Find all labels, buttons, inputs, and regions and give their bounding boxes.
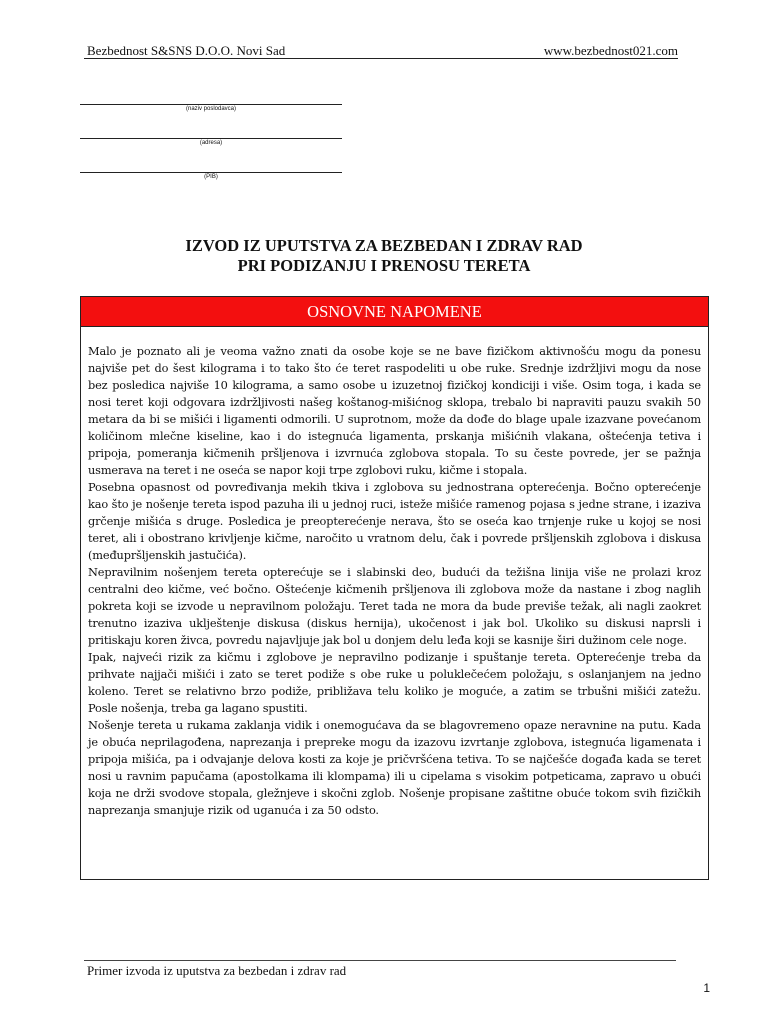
employer-name-field (80, 104, 342, 112)
section-heading: OSNOVNE NAPOMENE (81, 297, 708, 327)
notes-section (80, 296, 709, 880)
document-title-line-1: IZVOD IZ UPUTSTVA ZA BEZBEDAN I ZDRAV RAD (185, 236, 583, 255)
field-caption: (naziv poslodavca) (185, 106, 237, 112)
paragraph: Nošenje tereta u rukama zaklanja vidik i onemogućava da se blagovremeno opaze neravnine na putu. Kada je obuća neprilagođena, naprezanja i prepreke mogu da izazovu izvrtanje zglobova, istegnuća ligamenata i pripoja mišića, pa i odvajanje delova kosti za koje je pričvršćena tetiva. To se najčešće događa kada se teret nosi u ravnim papučama (apostolkama ili klompama) ili u cipelama s visokim potpeticama, zapravo u obući koja ne drži svodove stopala, gležnjeve i skočni zglob. Nošenje propisane zaštitne obuće tokom svih fizičkih naprezanja smanjuje rizik od uganuća i za 50 odsto. (88, 718, 701, 817)
address-field (80, 138, 342, 146)
field-caption: (adresa) (199, 140, 223, 146)
paragraph: Ipak, najveći rizik za kičmu i zglobove je nepravilno podizanje i spuštanje tereta. Opterećenje treba da prihvate najjači mišići i zato se teret podiže s obe ruke u poluklečećem položaju, s oslanjanjem na jedno koleno. Teret se relativno brzo podiže, približava telu koliko je moguće, a zatim se trbušni mišići zatežu. Posle nošenja, treba ga lagano spustiti. (88, 650, 701, 715)
company-name: Bezbednost S&SNS D.O.O. Novi Sad (87, 43, 286, 58)
page-number: 1 (703, 981, 710, 995)
paragraph: Posebna opasnost od povređivanja mekih tkiva i zglobova su jednostrana opterećenja. Bočno opterećenje kao što je nošenje tereta ispod pazuha ili u jednoj ruci, isteže mišiće ramenog pojasa s jedne strane, i izaziva grčenje mišića s druge. Posledica je preopterećenje nerava, što se oseća kao trnjenje ruke u kojoj se nosi teret, ali i obostrano krivljenje kičme, naročito u vratnom delu, čak i povrede pršljenskih zglobova i diskusa (međupršljenskih jastučića). (88, 480, 701, 562)
blank-line (80, 104, 342, 105)
pib-field (80, 172, 342, 180)
field-caption: (PIB) (204, 174, 218, 180)
document-title-line-2: PRI PODIZANJU I PRENOSU TERETA (237, 256, 531, 275)
paragraph: Nepravilnim nošenjem tereta opterećuje se i slabinski deo, budući da težišna linija više ne prolazi kroz centralni deo kičme, već bočno. Oštećenje kičmenih pršljenova ili zglobova može da nastane i zbog naglih pokreta koji se izvode u nepravilnom položaju. Teret tada ne mora da bude previše težak, ali nagli zaokret trenutno izaziva uklještenje diskusa (diskus hernija), ukočenost i jak bol. Ukoliko su diskusi naprsli i pritiskaju koren živca, povredu najavljuje jak bol u donjem delu leđa koji se kasnije širi dužinom cele noge. (88, 565, 701, 647)
blank-line (80, 172, 342, 173)
section-body (88, 343, 701, 819)
footer-text: Primer izvoda iz uputstva za bezbedan i zdrav rad (87, 963, 347, 978)
footer-divider (84, 960, 676, 961)
header-divider (84, 58, 678, 59)
paragraph: Malo je poznato ali je veoma važno znati da osobe koje se ne bave fizičkom aktivnošću mogu da ponesu najviše pet do šest kilograma i to tako što će teret raspodeliti u obe ruke. Srednje izdržljivi mogu da nose bez posledica najviše 10 kilograma, a samo osobe u izuzetnoj fizičkoj kondiciji i više. Osim toga, i kada se nosi teret koji odgovara izdržljivosti našeg koštanog-mišićnog sklopa, trebalo bi napraviti pauzu svakih 50 metara da bi se mišići i ligamenti odmorili. U suprotnom, može da dođe do blage upale izazvane povećanom količinom mlečne kiseline, kao i do istegnuća ligamenta, prskanja mišićnih vlakana, oštećenja tetiva i pripoja, pomeranja kičmenih pršljenova i izvrnuća zglobova stopala. To su česte povrede, jer se pažnja usmerava na teret i ne oseća se napor koji trpe zglobovi ruku, kičme i stopala. (88, 344, 701, 477)
blank-line (80, 138, 342, 139)
company-website: www.bezbednost021.com (543, 43, 678, 58)
